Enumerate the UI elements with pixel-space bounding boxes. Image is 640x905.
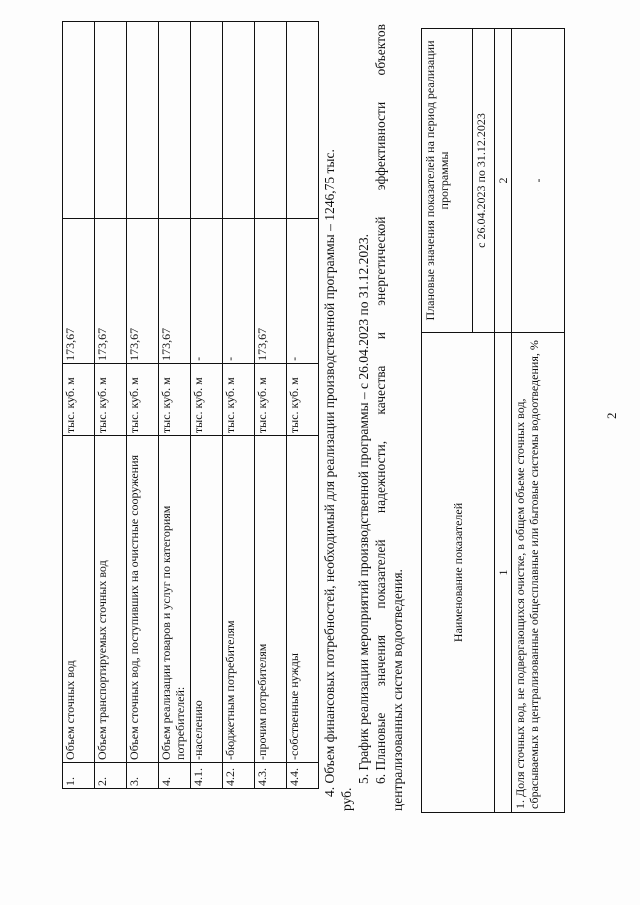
empty-cell xyxy=(159,22,191,219)
column-number-cell: 2 xyxy=(495,29,512,333)
value-cell: 173,67 xyxy=(159,218,191,363)
unit-cell: тыс. куб. м xyxy=(95,363,127,435)
header-period-cell: с 26.04.2023 по 31.12.2023 xyxy=(473,29,495,333)
indicators-table xyxy=(421,28,565,813)
header-plan-cell: Плановые значения показателей на период реализации программы xyxy=(422,29,473,333)
indicator-name-cell: -собственные нужды xyxy=(287,436,319,763)
empty-cell xyxy=(287,22,319,219)
row-number-cell: 4.1. xyxy=(191,762,223,788)
indicator-name-cell: -бюджетным потребителям xyxy=(223,436,255,763)
empty-cell xyxy=(255,22,287,219)
p6-word: эффективности xyxy=(373,101,388,191)
value-cell: 173,67 xyxy=(63,218,95,363)
value-cell: - xyxy=(191,218,223,363)
paragraph-4: 4. Объем финансовых потребностей, необходимый для реализации производственной программы – 1246,75 тыс. xyxy=(322,149,337,797)
paragraph-4-continued: руб. xyxy=(339,787,354,811)
row-number-cell: 2. xyxy=(95,762,127,788)
table-row xyxy=(127,22,159,789)
row-number-cell: 3. xyxy=(127,762,159,788)
empty-cell xyxy=(191,22,223,219)
row-number-cell: 4. xyxy=(159,762,191,788)
value-cell: - xyxy=(223,218,255,363)
empty-cell xyxy=(95,22,127,219)
empty-cell xyxy=(223,22,255,219)
column-number-cell: 1 xyxy=(495,332,512,812)
indicator-value-cell: - xyxy=(512,29,565,333)
table-header-row xyxy=(422,29,473,813)
empty-cell xyxy=(63,22,95,219)
p6-word: и xyxy=(373,332,388,340)
page-number: 2 xyxy=(604,412,619,419)
production-volume-table xyxy=(62,21,319,789)
row-number-cell: 4.4. xyxy=(287,762,319,788)
table-row xyxy=(512,29,565,813)
indicator-name-cell: Объем сточных вод xyxy=(63,436,95,763)
p6-word: объектов xyxy=(373,24,388,76)
unit-cell: тыс. куб. м xyxy=(191,363,223,435)
paragraph-6 xyxy=(373,24,389,784)
value-cell: 173,67 xyxy=(255,218,287,363)
value-cell: - xyxy=(287,218,319,363)
paragraph-5: 5. График реализации мероприятий производственной программы – с 26.04.2023 по 31.12.2023. xyxy=(356,233,371,784)
unit-cell: тыс. куб. м xyxy=(159,363,191,435)
table-row xyxy=(95,22,127,789)
indicator-name-cell: -населению xyxy=(191,436,223,763)
unit-cell: тыс. куб. м xyxy=(287,363,319,435)
paragraph-6-continued: централизованных систем водоотведения. xyxy=(390,569,405,811)
p6-word: значения xyxy=(373,634,388,687)
p6-word: надежности, xyxy=(373,440,388,514)
unit-cell: тыс. куб. м xyxy=(127,363,159,435)
row-number-cell: 1. xyxy=(63,762,95,788)
table-row xyxy=(287,22,319,789)
p6-word: показателей xyxy=(373,539,388,609)
table-row xyxy=(223,22,255,789)
indicator-name-cell: Объем реализации товаров и услуг по категориям потребителей: xyxy=(159,436,191,763)
indicator-name-cell: Объем сточных вод, поступивших на очистные сооружения xyxy=(127,436,159,763)
table-row xyxy=(159,22,191,789)
unit-cell: тыс. куб. м xyxy=(223,363,255,435)
table-row xyxy=(255,22,287,789)
table-row xyxy=(63,22,95,789)
value-cell: 173,67 xyxy=(127,218,159,363)
p6-word: 6. Плановые xyxy=(373,712,388,784)
indicator-name-cell: Объем транспортируемых сточных вод xyxy=(95,436,127,763)
unit-cell: тыс. куб. м xyxy=(255,363,287,435)
row-number-cell: 4.2. xyxy=(223,762,255,788)
table-row xyxy=(495,29,512,813)
p6-word: энергетической xyxy=(373,216,388,306)
indicator-name-cell: -прочим потребителям xyxy=(255,436,287,763)
header-name-cell: Наименование показателей xyxy=(422,332,495,812)
table-row xyxy=(191,22,223,789)
value-cell: 173,67 xyxy=(95,218,127,363)
empty-cell xyxy=(127,22,159,219)
p6-word: качества xyxy=(373,365,388,415)
indicator-name-cell: 1. Доля сточных вод, не подвергающихся очистке, в общем объеме сточных вод, сбрасываемых в централизованные общесплавные или бытовые системы водоотведения, % xyxy=(512,332,565,812)
row-number-cell: 4.3. xyxy=(255,762,287,788)
unit-cell: тыс. куб. м xyxy=(63,363,95,435)
